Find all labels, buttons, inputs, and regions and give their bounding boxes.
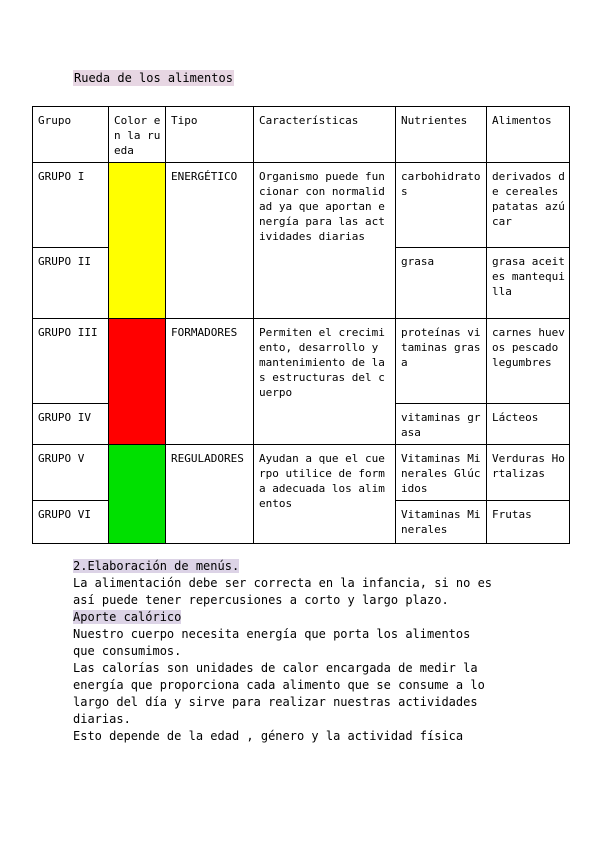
foods-cell: grasa aceites mantequilla <box>487 248 570 319</box>
type-cell: REGULADORES <box>166 445 254 544</box>
group-cell: GRUPO VI <box>33 501 109 544</box>
characteristics-cell: Permiten el crecimiento, desarrollo y mantenimiento de las estructuras del cuerpo <box>254 319 396 445</box>
header-nutrientes: Nutrientes <box>396 107 487 163</box>
type-cell: FORMADORES <box>166 319 254 445</box>
paragraph-line: que consumimos. <box>73 644 182 658</box>
food-wheel-table <box>32 106 570 544</box>
header-grupo: Grupo <box>33 107 109 163</box>
intro-line: así puede tener repercusiones a corto y largo plazo. <box>73 593 449 607</box>
group-cell: GRUPO V <box>33 445 109 501</box>
header-tipo: Tipo <box>166 107 254 163</box>
header-color: Color en la rueda <box>109 107 166 163</box>
foods-cell: derivados de cereales patatas azúcar <box>487 163 570 248</box>
nutrients-cell: grasa <box>396 248 487 319</box>
nutrients-cell: vitaminas grasa <box>396 404 487 445</box>
section-title: 2.Elaboración de menús. <box>73 559 240 573</box>
table-row <box>33 319 570 404</box>
nutrients-cell: carbohidratos <box>396 163 487 248</box>
group-cell: GRUPO I <box>33 163 109 248</box>
type-cell: ENERGÉTICO <box>166 163 254 319</box>
document-title: Rueda de los alimentos <box>74 71 233 85</box>
paragraph-line: largo del día y sirve para realizar nuestras actividades <box>73 695 478 709</box>
paragraph-line: Las calorías son unidades de calor encargada de medir la <box>73 661 478 675</box>
header-caracteristicas: Características <box>254 107 396 163</box>
nutrients-cell: Vitaminas Minerales Glúcidos <box>396 445 487 501</box>
table-header-row <box>33 107 570 163</box>
foods-cell: Lácteos <box>487 404 570 445</box>
characteristics-cell: Organismo puede funcionar con normalidad ya que aportan energía para las actividades diarias <box>254 163 396 319</box>
group-cell: GRUPO II <box>33 248 109 319</box>
paragraph-line: energía que proporciona cada alimento que se consume a lo <box>73 678 485 692</box>
color-swatch-reguladores <box>109 445 166 544</box>
paragraph-line: Esto depende de la edad , género y la actividad física <box>73 729 464 743</box>
nutrients-cell: Vitaminas Minerales <box>396 501 487 544</box>
nutrients-cell: proteínas vitaminas grasa <box>396 319 487 404</box>
color-swatch-energetico <box>109 163 166 319</box>
table-row <box>33 445 570 501</box>
section-subtitle: Aporte calórico <box>73 610 182 624</box>
foods-cell: Frutas <box>487 501 570 544</box>
paragraph-line: diarias. <box>73 712 131 726</box>
header-alimentos: Alimentos <box>487 107 570 163</box>
foods-cell: carnes huevos pescado legumbres <box>487 319 570 404</box>
foods-cell: Verduras Hortalizas <box>487 445 570 501</box>
intro-line: La alimentación debe ser correcta en la infancia, si no es <box>73 576 493 590</box>
characteristics-cell: Ayudan a que el cuerpo utilice de forma adecuada los alimentos <box>254 445 396 544</box>
paragraph-line: Nuestro cuerpo necesita energía que porta los alimentos <box>73 627 471 641</box>
group-cell: GRUPO III <box>33 319 109 404</box>
color-swatch-formadores <box>109 319 166 445</box>
group-cell: GRUPO IV <box>33 404 109 445</box>
section-body <box>73 558 573 745</box>
table-row <box>33 163 570 248</box>
